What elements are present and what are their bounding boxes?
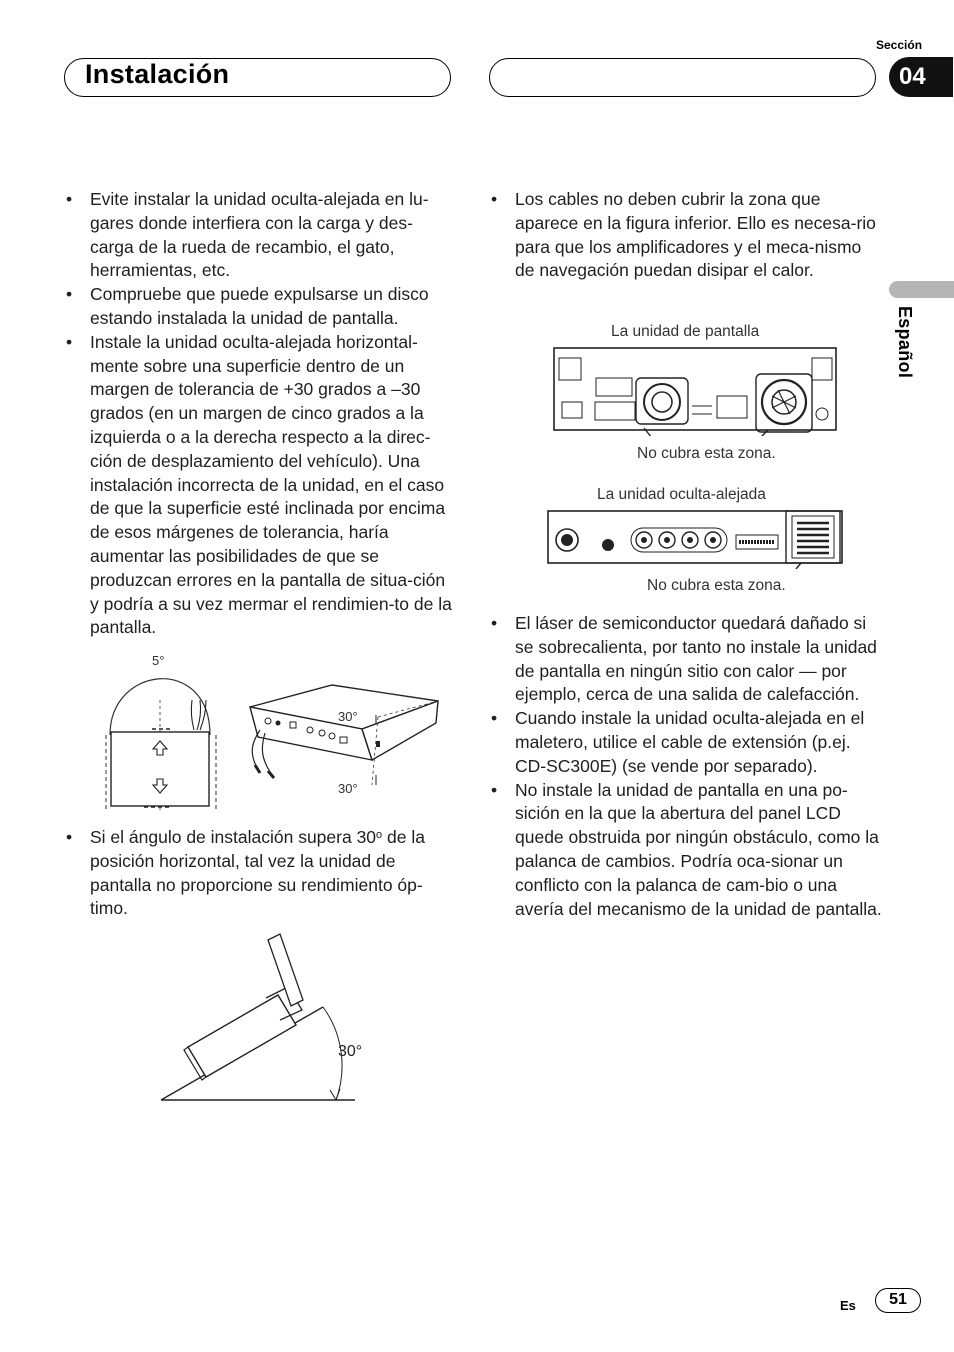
tilt-angle-figure [158, 930, 363, 1105]
page-number: 51 [875, 1288, 921, 1313]
right-column-bottom [491, 612, 883, 921]
display-unit-rear-figure [552, 346, 838, 436]
caption-no-cover-hide: No cubra esta zona. [647, 577, 786, 594]
list-item: • Instale la unidad oculta-alejada horizontal-mente sobre una superficie dentro de un margen de tolerancia de +30 grados a –30 grados (en un margen de cinco grados a la izquierda o a la derecha respecto a la direc-ción de desplazamiento del vehículo). Una instalación incorrecta de la unidad, en el caso de que la superficie esté inclinada por encima de esos márgenes de tolerancia, haría aumentar las posibilidades de que se produzcan errores en la pantalla de situa-ción y podría a su vez mermar el rendimien-to de la pantalla. [66, 331, 456, 640]
footer-language: Es [840, 1298, 856, 1313]
section-label: Sección [876, 38, 923, 52]
hide-unit-rear-figure [546, 509, 844, 569]
list-item: • Si el ángulo de instalación supera 30$^o$ de la posición horizontal, tal vez la unidad de pantalla no proporcione su rendimiento óp-timo. [66, 826, 456, 921]
caption-hide-unit: La unidad oculta-alejada [597, 486, 766, 503]
language-tab-marker [889, 281, 954, 298]
header-empty-frame [489, 58, 876, 97]
angle-label-30-top: 30° [338, 709, 358, 724]
list-item: • Cuando instale la unidad oculta-alejada en el maletero, utilice el cable de extensión (p.ej. CD-SC300E) (se vende por separado). [491, 707, 883, 778]
page-title: Instalación [85, 59, 230, 89]
list-item: • Evite instalar la unidad oculta-alejada en lu-gares donde interfiera con la carga y des-carga de la rueda de recambio, el gato, herramientas, etc. [66, 188, 456, 283]
left-bullet-list [66, 188, 456, 640]
angle-label-30-bottom: 30° [338, 781, 358, 796]
list-item: • No instale la unidad de pantalla en una po-sición en la que la abertura del panel LCD quede obstruida por ningún obstáculo, como la palanca de cambios. Podría oca-sionar un conflicto con la palanca de cam-bio o una avería del mecanismo de la unidad de pantalla. [491, 779, 883, 922]
angle-label-5: 5° [152, 653, 165, 668]
list-item: • El láser de semiconductor quedará dañado si se sobrecalienta, por tanto no instale la unidad de pantalla en ningún sitio con calor — por ejemplo, cerca de una salida de calefacción. [491, 612, 883, 707]
angle-label-30: 30° [338, 1043, 363, 1060]
left-column [66, 188, 456, 640]
section-number-badge: 04 [889, 57, 953, 97]
caption-display-unit: La unidad de pantalla [611, 323, 760, 340]
angle-bullet-block [66, 826, 456, 921]
mounting-angle-figure [100, 645, 450, 815]
list-item: • Los cables no deben cubrir la zona que aparece en la figura inferior. Ello es necesa-rio para que los amplificadores y el meca-nismo de navegación puedan disipar el calor. [491, 188, 883, 283]
list-item: • Compruebe que puede expulsarse un disco estando instalada la unidad de pantalla. [66, 283, 456, 331]
right-column-top [491, 188, 883, 283]
language-tab-label: Español [895, 306, 915, 379]
caption-no-cover-display: No cubra esta zona. [637, 445, 776, 462]
